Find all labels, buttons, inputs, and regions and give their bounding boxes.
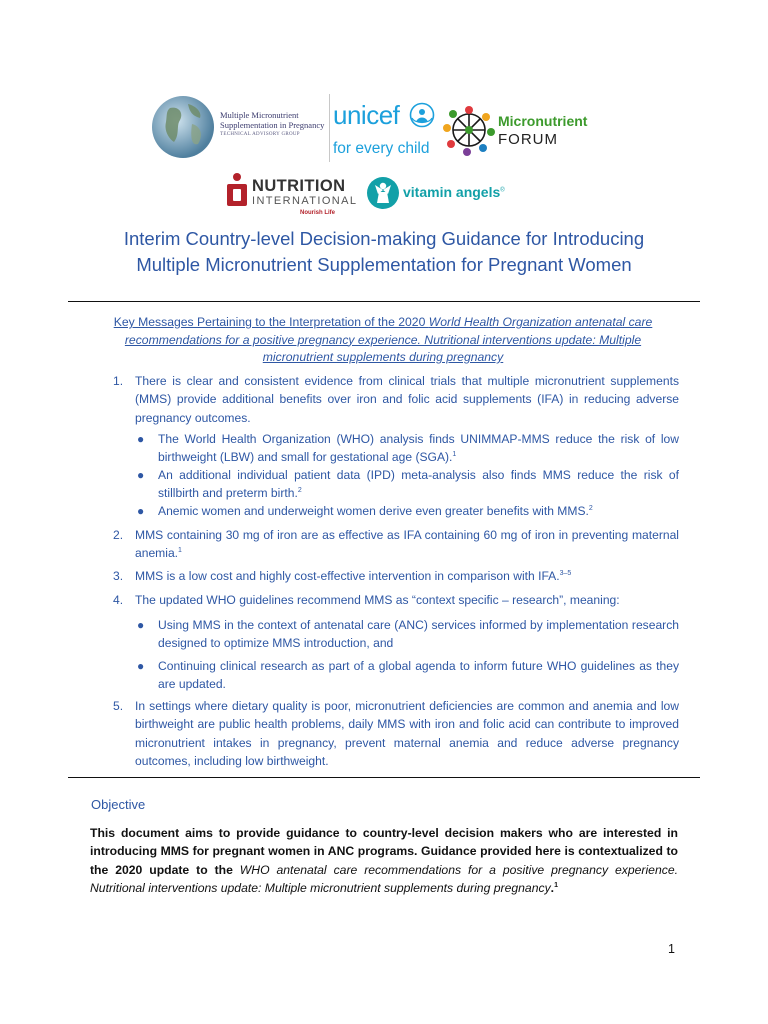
mms-line1: Multiple Micronutrient <box>220 110 299 120</box>
mms-line3: TECHNICAL ADVISORY GROUP <box>220 132 300 137</box>
bullet-text-body: An additional individual patient data (IPD) meta-analysis also finds MMS reduce the risk of stillbirth and preterm birth. <box>158 468 679 501</box>
vitamin-angels-wordmark <box>403 184 505 200</box>
objective-end: . <box>550 881 555 896</box>
list-text: In settings where dietary quality is poor, micronutrient deficiencies are common and anemia and low birthweight are public health problems, daily MMS with iron and folic acid can contribute to improved micronutrient intakes in pregnancy, prevent maternal anemia and reduce adverse pregnancy outcomes, including low birthweight. <box>135 699 679 769</box>
list-text-body: MMS containing 30 mg of iron are as effective as IFA containing 60 mg of iron in preventing maternal anemia. <box>135 528 679 561</box>
list-number: 1. <box>113 374 124 388</box>
list-number: 2. <box>113 528 124 542</box>
nutrition-international-logo <box>224 168 358 220</box>
mms-line2: Supplementation in Pregnancy <box>220 120 325 130</box>
list-text: There is clear and consistent evidence from clinical trials that multiple micronutrient supplements (MMS) provide additional benefits over iron and folic acid supplements (IFA) in reducing adverse pregnancy outcomes. <box>135 374 679 425</box>
bullet-text-body: Anemic women and underweight women derive even greater benefits with MMS. <box>158 504 589 518</box>
key-messages-title-plain: Key Messages Pertaining to the Interpretation of the 2020 <box>113 315 429 329</box>
forum-line1: Micronutrient <box>498 113 588 129</box>
va-name: vitamin angels <box>403 184 501 200</box>
bullet-text: Continuing clinical research as part of a global agenda to inform future WHO guidelines as they are updated. <box>158 659 679 692</box>
forum-line2: FORUM <box>498 131 558 148</box>
list-number: 3. <box>113 569 124 583</box>
citation-sup: 1 <box>452 451 457 459</box>
forum-wheel-icon <box>441 102 497 158</box>
list-text-body: MMS is a low cost and highly cost-effective intervention in comparison with IFA. <box>135 569 560 583</box>
list-text <box>135 526 679 563</box>
title-line2: Multiple Micronutrient Supplementation for Pregnant Women <box>136 254 632 275</box>
bullet-text <box>158 430 679 467</box>
bullet-icon: ● <box>137 468 145 482</box>
mms-tag-logo <box>150 94 328 160</box>
objective-heading: Objective <box>91 797 146 812</box>
bullet-icon: ● <box>137 432 145 446</box>
citation-sup: 2 <box>588 504 593 512</box>
key-messages-title-italic: World Health Organization antenatal care recommendations for a positive pregnancy experience. Nutritional interventions update: Multiple micronutrient supplements during pregnancy <box>124 315 653 364</box>
ni-tagline: Nourish Life <box>300 210 336 216</box>
document-title <box>40 226 728 278</box>
citation-sup: 1 <box>178 547 182 555</box>
bullet-text <box>158 502 679 520</box>
partner-logos <box>0 90 768 225</box>
bullet-text <box>158 466 679 503</box>
angel-icon <box>366 176 400 210</box>
list-number: 5. <box>113 699 124 713</box>
globe-icon <box>150 94 216 160</box>
key-messages-title <box>100 314 666 367</box>
citation-sup: 1 <box>554 882 558 890</box>
title-line1: Interim Country-level Decision-making Guidance for Introducing <box>123 228 645 249</box>
unicef-emblem-icon <box>409 102 435 128</box>
bottom-divider <box>68 777 700 778</box>
list-text: The updated WHO guidelines recommend MMS as “context specific – research”, meaning: <box>135 593 620 607</box>
mms-tag-text <box>220 110 324 140</box>
unicef-logo <box>329 94 438 162</box>
bullet-icon: ● <box>137 504 145 518</box>
va-registered-mark: ® <box>500 187 505 194</box>
top-divider <box>68 301 700 302</box>
page-number: 1 <box>668 942 675 956</box>
objective-italic-text: WHO antenatal care recommendations for a positive pregnancy experience. Nutritional interventions update: Multiple micronutrient supplements during pregnancy <box>90 862 678 896</box>
objective-bold-text: This document aims to provide guidance to country-level decision makers who are interested in introducing MMS for pregnant women in ANC programs. Guidance provided here is contextualized to the 2020 update to the <box>90 826 678 877</box>
unicef-tagline: for every child <box>333 140 430 157</box>
citation-sup: 2 <box>297 487 302 495</box>
citation-sup: 3–5 <box>559 569 572 577</box>
list-number: 4. <box>113 593 124 607</box>
ni-figure-icon <box>226 172 248 208</box>
bullet-text-body: The World Health Organization (WHO) analysis finds UNIMMAP-MMS reduce the risk of low birthweight (LBW) and small for gestational age (SGA). <box>158 432 679 465</box>
ni-line2: INTERNATIONAL <box>252 195 358 207</box>
bullet-icon: ● <box>137 659 145 673</box>
ni-line1: NUTRITION <box>252 177 346 195</box>
bullet-text: Using MMS in the context of antenatal care (ANC) services informed by implementation research designed to optimize MMS introduction, and <box>158 618 679 651</box>
bullet-icon: ● <box>137 618 145 632</box>
objective-paragraph <box>90 824 678 898</box>
micronutrient-forum-logo <box>441 102 591 164</box>
unicef-wordmark: unicef <box>333 100 400 130</box>
vitamin-angels-logo <box>366 174 516 214</box>
list-text <box>135 567 679 585</box>
